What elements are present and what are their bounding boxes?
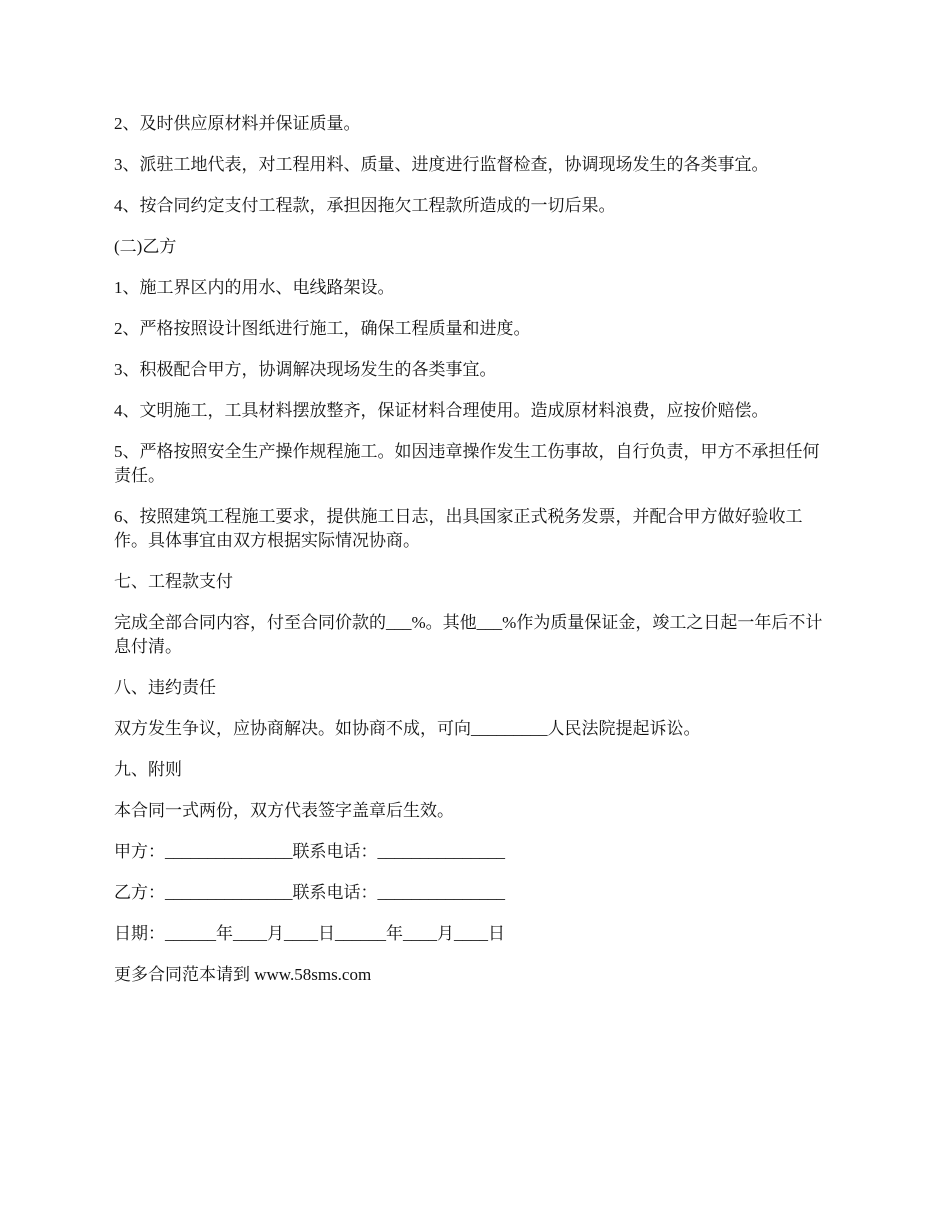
paragraph-appendix-terms: 本合同一式两份，双方代表签字盖章后生效。 bbox=[114, 801, 454, 820]
document-page bbox=[114, 112, 836, 1004]
paragraph-payment-terms: 完成全部合同内容，付至合同价款的___%。其他___%作为质量保证金，竣工之日起一年后不计息付清。 bbox=[114, 613, 823, 656]
date-line: 日期：______年____月____日______年____月____日 bbox=[114, 924, 505, 943]
paragraph-party-a-duty-3: 3、派驻工地代表，对工程用料、质量、进度进行监督检查，协调现场发生的各类事宜。 bbox=[114, 155, 769, 174]
paragraph-party-b-duty-3: 3、积极配合甲方，协调解决现场发生的各类事宜。 bbox=[114, 360, 497, 379]
paragraph-party-a-duty-4: 4、按合同约定支付工程款，承担因拖欠工程款所造成的一切后果。 bbox=[114, 196, 616, 215]
paragraph-party-b-duty-6: 6、按照建筑工程施工要求，提供施工日志，出具国家正式税务发票，并配合甲方做好验收工作。具体事宜由双方根据实际情况协商。 bbox=[114, 507, 803, 550]
paragraph-party-b-duty-1: 1、施工界区内的用水、电线路架设。 bbox=[114, 278, 395, 297]
section-heading-payment: 七、工程款支付 bbox=[114, 572, 233, 591]
paragraph-party-b-duty-4: 4、文明施工，工具材料摆放整齐，保证材料合理使用。造成原材料浪费，应按价赔偿。 bbox=[114, 401, 769, 420]
section-heading-appendix: 九、附则 bbox=[114, 760, 182, 779]
section-heading-party-b: (二)乙方 bbox=[114, 237, 177, 256]
signature-line-party-b: 乙方：_______________联系电话：_______________ bbox=[114, 883, 505, 902]
signature-line-party-a: 甲方：_______________联系电话：_______________ bbox=[114, 842, 505, 861]
section-heading-breach: 八、违约责任 bbox=[114, 678, 216, 697]
paragraph-party-b-duty-2: 2、严格按照设计图纸进行施工，确保工程质量和进度。 bbox=[114, 319, 531, 338]
paragraph-party-b-duty-5: 5、严格按照安全生产操作规程施工。如因违章操作发生工伤事故，自行负责，甲方不承担任何责任。 bbox=[114, 442, 820, 485]
paragraph-party-a-duty-2: 2、及时供应原材料并保证质量。 bbox=[114, 114, 361, 133]
paragraph-breach-terms: 双方发生争议，应协商解决。如协商不成，可向_________人民法院提起诉讼。 bbox=[114, 719, 701, 738]
footer-note: 更多合同范本请到 www.58sms.com bbox=[114, 965, 372, 984]
